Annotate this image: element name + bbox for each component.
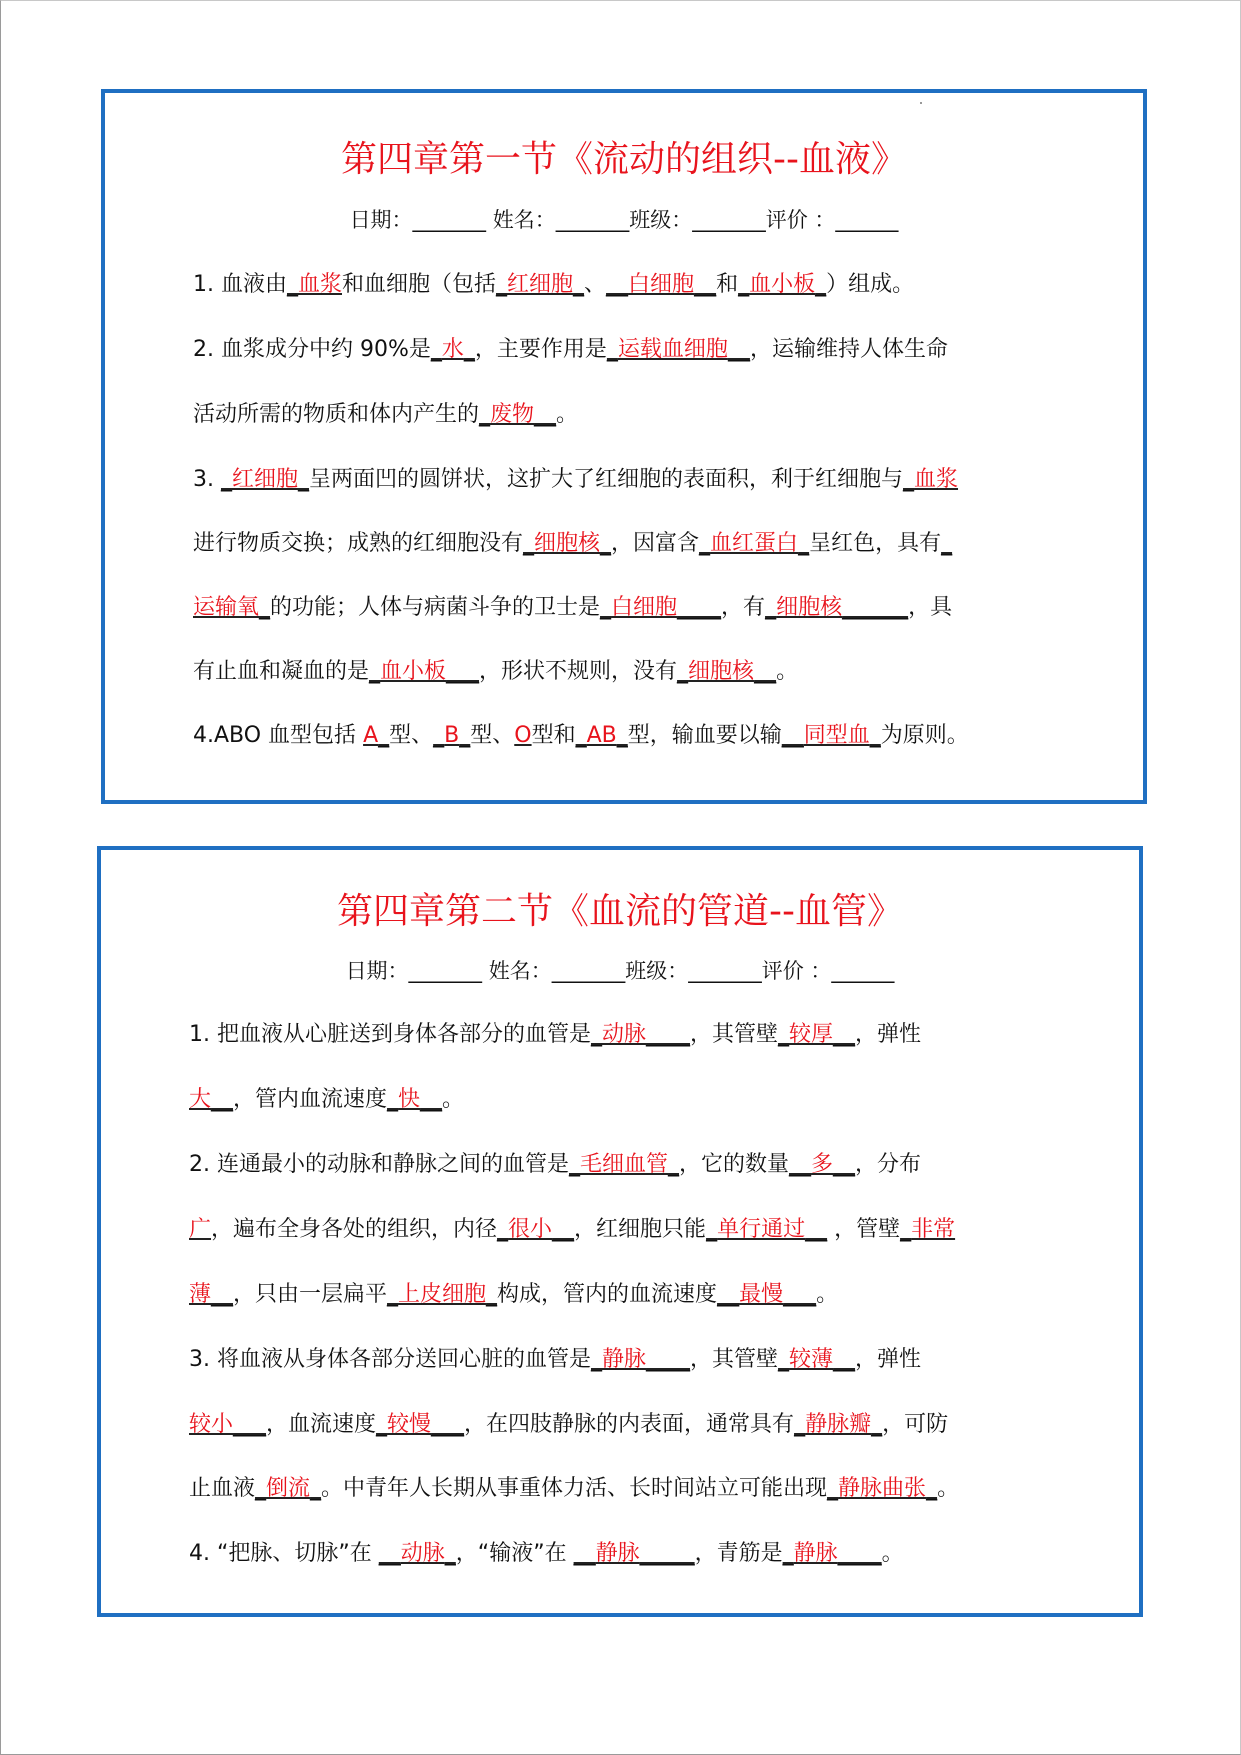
blank-underline: _: [600, 595, 612, 620]
answer-text: 毛细血管: [580, 1152, 669, 1177]
blank-underline: __: [552, 1217, 575, 1242]
blank-underline: __: [211, 1282, 234, 1307]
answer-text: 静脉曲张: [838, 1476, 927, 1501]
question-text: ，管内血流速度: [233, 1087, 388, 1112]
blank-underline: _____: [639, 1541, 695, 1566]
question-text: 2. 连通最小的动脉和静脉之间的血管是: [189, 1152, 569, 1177]
blank-underline: _: [677, 659, 689, 684]
question-text: ，青筋是: [694, 1541, 783, 1566]
blank-underline: _: [444, 1541, 456, 1566]
s2-line-9: [189, 1538, 1059, 1570]
blank-underline: _: [699, 531, 711, 556]
blank-underline: __: [833, 1022, 856, 1047]
question-text: ，运输维持人体生命: [749, 337, 948, 362]
blank-underline: __: [754, 659, 777, 684]
blank-underline: _: [900, 1217, 912, 1242]
blank-underline: _: [827, 1476, 839, 1501]
s2-line-4: [189, 1214, 1059, 1246]
blank-underline: _: [459, 723, 471, 748]
s2-line-6: [189, 1344, 1059, 1376]
blank-underline: _: [941, 531, 953, 556]
blank-underline: _: [259, 595, 271, 620]
answer-text: 静脉: [793, 1541, 838, 1566]
answer-text: AB: [586, 723, 617, 748]
blank-underline: _: [815, 272, 827, 297]
blank-underline: _: [497, 1217, 509, 1242]
answer-text: 同型血: [803, 723, 870, 748]
blank-underline: __: [833, 1152, 856, 1177]
s1-line-1: [193, 269, 1063, 301]
blank-underline: _: [668, 1152, 680, 1177]
question-text: 。: [937, 1476, 960, 1501]
question-text: 3. 将血液从身体各部分送回心脏的血管是: [189, 1347, 591, 1372]
blank-underline: _: [869, 723, 881, 748]
question-text: 4. “把脉、切脉”在: [189, 1541, 379, 1566]
s1-line-4: [193, 464, 1063, 496]
blank-underline: ___: [233, 1412, 267, 1437]
blank-underline: _: [369, 659, 381, 684]
blank-underline: _: [926, 1476, 938, 1501]
s1-line-2: [193, 334, 1063, 366]
question-text: 、: [584, 272, 607, 297]
blank-underline: __: [211, 1087, 234, 1112]
blank-underline: _: [298, 467, 309, 492]
blank-underline: ____: [646, 1022, 691, 1047]
answer-text: O: [514, 723, 532, 748]
answer-text: 血浆: [914, 467, 959, 492]
blank-underline: _: [433, 723, 445, 748]
blank-underline: __: [694, 272, 717, 297]
answer-text: 非常: [911, 1217, 956, 1242]
section-2-box: [97, 846, 1143, 1617]
blank-underline: ___: [446, 659, 480, 684]
question-text: ，弹性: [855, 1347, 922, 1372]
blank-underline: _: [569, 1152, 580, 1177]
answer-text: 多: [811, 1152, 834, 1177]
answer-text: 血浆: [297, 272, 342, 297]
question-text: 。: [776, 659, 799, 684]
answer-text: 静脉: [602, 1347, 647, 1372]
question-text: ，血流速度: [266, 1412, 377, 1437]
question-text: ，可防: [882, 1412, 949, 1437]
section-2-title: 第四章第二节《血流的管道--血管》: [337, 891, 903, 932]
s2-line-5: [189, 1279, 1059, 1311]
question-text: ，其管壁: [690, 1347, 779, 1372]
question-text: 型，输血要以输: [627, 723, 782, 748]
blank-underline: _: [591, 1347, 602, 1372]
blank-underline: _: [778, 1022, 790, 1047]
question-text: 4.ABO 血型包括: [193, 723, 364, 748]
answer-text: A: [363, 723, 379, 748]
answer-text: 红细胞: [231, 467, 298, 492]
blank-underline: _: [387, 1282, 399, 1307]
blank-underline: _: [738, 272, 750, 297]
answer-text: 很小: [508, 1217, 553, 1242]
answer-text: 倒流: [266, 1476, 311, 1501]
question-text: 型和: [531, 723, 576, 748]
question-text: ，因富含: [611, 531, 700, 556]
blank-underline: __: [420, 1087, 443, 1112]
s1-line-7: [193, 656, 1063, 688]
answer-text: 快: [398, 1087, 421, 1112]
blank-underline: _: [523, 531, 535, 556]
question-text: 1. 把血液从心脏送到身体各部分的血管是: [189, 1022, 591, 1047]
s2-line-8: [189, 1473, 1059, 1505]
answer-text: 白细胞: [628, 272, 695, 297]
blank-underline: _: [496, 272, 508, 297]
blank-underline: ____: [646, 1347, 691, 1372]
s1-line-5: [193, 528, 1063, 560]
question-text: ，“输液”在: [455, 1541, 574, 1566]
question-text: ，主要作用是: [474, 337, 607, 362]
blank-underline: __: [833, 1347, 856, 1372]
question-text: 型、: [470, 723, 515, 748]
blank-underline: _: [575, 723, 587, 748]
answer-text: 较厚: [789, 1022, 834, 1047]
question-text: 。: [442, 1087, 465, 1112]
blank-underline: _: [782, 1541, 794, 1566]
answer-text: 白细胞: [611, 595, 678, 620]
question-text: ）组成。: [826, 272, 915, 297]
blank-underline: _: [616, 723, 628, 748]
question-text: ，遍布全身各处的组织，内径: [211, 1217, 498, 1242]
question-text: ，有: [721, 595, 766, 620]
answer-text: 动脉: [602, 1022, 647, 1047]
blank-underline: _: [600, 531, 612, 556]
blank-underline: ______: [842, 595, 909, 620]
section-2-info-line: 日期：_______ 姓名：_______班级：_______评价 ：______: [345, 959, 895, 983]
blank-underline: _: [778, 1347, 790, 1372]
question-text: ，分布: [855, 1152, 922, 1177]
answer-text: 大: [189, 1087, 212, 1112]
question-text: 和血细胞（包括: [342, 272, 497, 297]
blank-underline: __: [573, 1541, 596, 1566]
question-text: 的功能；人体与病菌斗争的卫士是: [270, 595, 601, 620]
answer-text: 动脉: [400, 1541, 445, 1566]
question-text: 进行物质交换；成熟的红细胞没有: [193, 531, 524, 556]
question-text: ，弹性: [855, 1022, 922, 1047]
answer-text: 运载血细胞: [617, 337, 728, 362]
question-text: 。中青年人长期从事重体力活、长时间站立可能出现: [321, 1476, 828, 1501]
question-text: ，其管壁: [690, 1022, 779, 1047]
answer-text: 较薄: [789, 1347, 834, 1372]
blank-underline: _: [591, 1022, 602, 1047]
blank-underline: _: [286, 272, 298, 297]
answer-text: 血小板: [380, 659, 447, 684]
question-text: 。: [816, 1282, 839, 1307]
blank-underline: __: [805, 1217, 828, 1242]
s1-line-6: [193, 592, 1063, 624]
blank-underline: _: [378, 723, 390, 748]
s1-line-8: [193, 720, 1063, 752]
answer-text: 细胞核: [688, 659, 755, 684]
blank-underline: _: [871, 1412, 883, 1437]
answer-text: 水: [441, 337, 464, 362]
blank-underline: _: [310, 1476, 322, 1501]
question-text: 1. 血液由: [193, 272, 287, 297]
answer-text: 细胞核: [534, 531, 601, 556]
question-text: 和: [716, 272, 739, 297]
question-text: 止血液: [189, 1476, 256, 1501]
blank-underline: _: [255, 1476, 267, 1501]
answer-text: 静脉: [595, 1541, 640, 1566]
question-text: 2. 血浆成分中约 90%是: [193, 337, 431, 362]
question-text: 有止血和凝血的是: [193, 659, 370, 684]
blank-underline: ___: [431, 1412, 465, 1437]
answer-text: 单行通过: [717, 1217, 806, 1242]
question-text: 为原则。: [880, 723, 969, 748]
answer-text: 上皮细胞: [398, 1282, 487, 1307]
s2-line-3: [189, 1149, 1059, 1181]
blank-underline: __: [378, 1541, 401, 1566]
question-text: 呈红色，具有: [809, 531, 942, 556]
blank-underline: __: [781, 723, 804, 748]
blank-underline: _: [606, 337, 618, 362]
answer-text: 废物: [490, 402, 535, 427]
answer-text: 静脉瓣: [805, 1412, 872, 1437]
answer-text: 红细胞: [507, 272, 574, 297]
answer-text: 较小: [189, 1412, 234, 1437]
question-text: 。: [881, 1541, 904, 1566]
blank-underline: _: [903, 467, 915, 492]
answer-text: B: [444, 723, 460, 748]
blank-underline: __: [789, 1152, 812, 1177]
answer-text: 最慢: [739, 1282, 784, 1307]
question-text: 。: [556, 402, 579, 427]
answer-text: 运输氧: [193, 595, 260, 620]
blank-underline: _: [798, 531, 810, 556]
s2-line-2: [189, 1084, 1059, 1116]
blank-underline: __: [727, 337, 750, 362]
blank-underline: __: [717, 1282, 740, 1307]
blank-underline: _: [573, 272, 585, 297]
section-1-title: 第四章第一节《流动的组织--血液》: [341, 139, 907, 180]
question-text: ，管壁: [827, 1217, 901, 1242]
question-text: 构成，管内的血流速度: [497, 1282, 718, 1307]
answer-text: 血小板: [749, 272, 816, 297]
blank-underline: ____: [677, 595, 722, 620]
answer-text: 较慢: [387, 1412, 432, 1437]
blank-underline: _: [463, 337, 475, 362]
section-1-info-line: 日期：_______ 姓名：_______班级：_______评价 ：______: [349, 208, 899, 232]
answer-text: 广: [189, 1217, 212, 1242]
question-text: ，它的数量: [679, 1152, 790, 1177]
blank-underline: _: [220, 467, 232, 492]
blank-underline: ____: [837, 1541, 882, 1566]
blank-underline: _: [706, 1217, 718, 1242]
answer-text: 细胞核: [776, 595, 843, 620]
blank-underline: __: [534, 402, 557, 427]
blank-underline: _: [479, 402, 491, 427]
blank-underline: _: [376, 1412, 388, 1437]
question-text: 呈两面凹的圆饼状，这扩大了红细胞的表面积，利于红细胞与: [309, 467, 904, 492]
blank-underline: _: [430, 337, 442, 362]
blank-underline: _: [765, 595, 777, 620]
blank-underline: _: [486, 1282, 498, 1307]
question-text: 型、: [389, 723, 434, 748]
question-text: ，具: [908, 595, 953, 620]
blank-underline: __: [606, 272, 629, 297]
question-text: 活动所需的物质和体内产生的: [193, 402, 480, 427]
s2-line-1: [189, 1019, 1059, 1051]
question-text: ，只由一层扁平: [233, 1282, 388, 1307]
section-1-box: [101, 89, 1147, 804]
blank-underline: _: [794, 1412, 806, 1437]
question-text: ，在四肢静脉的内表面，通常具有: [464, 1412, 795, 1437]
blank-underline: _: [387, 1087, 399, 1112]
answer-text: 薄: [189, 1282, 212, 1307]
blank-underline: ___: [783, 1282, 817, 1307]
s1-line-3: [193, 399, 1063, 431]
answer-text: 血红蛋白: [710, 531, 799, 556]
question-text: ，红细胞只能: [574, 1217, 707, 1242]
s2-line-7: [189, 1409, 1059, 1441]
question-text: 3.: [193, 467, 221, 492]
question-text: ，形状不规则，没有: [479, 659, 678, 684]
